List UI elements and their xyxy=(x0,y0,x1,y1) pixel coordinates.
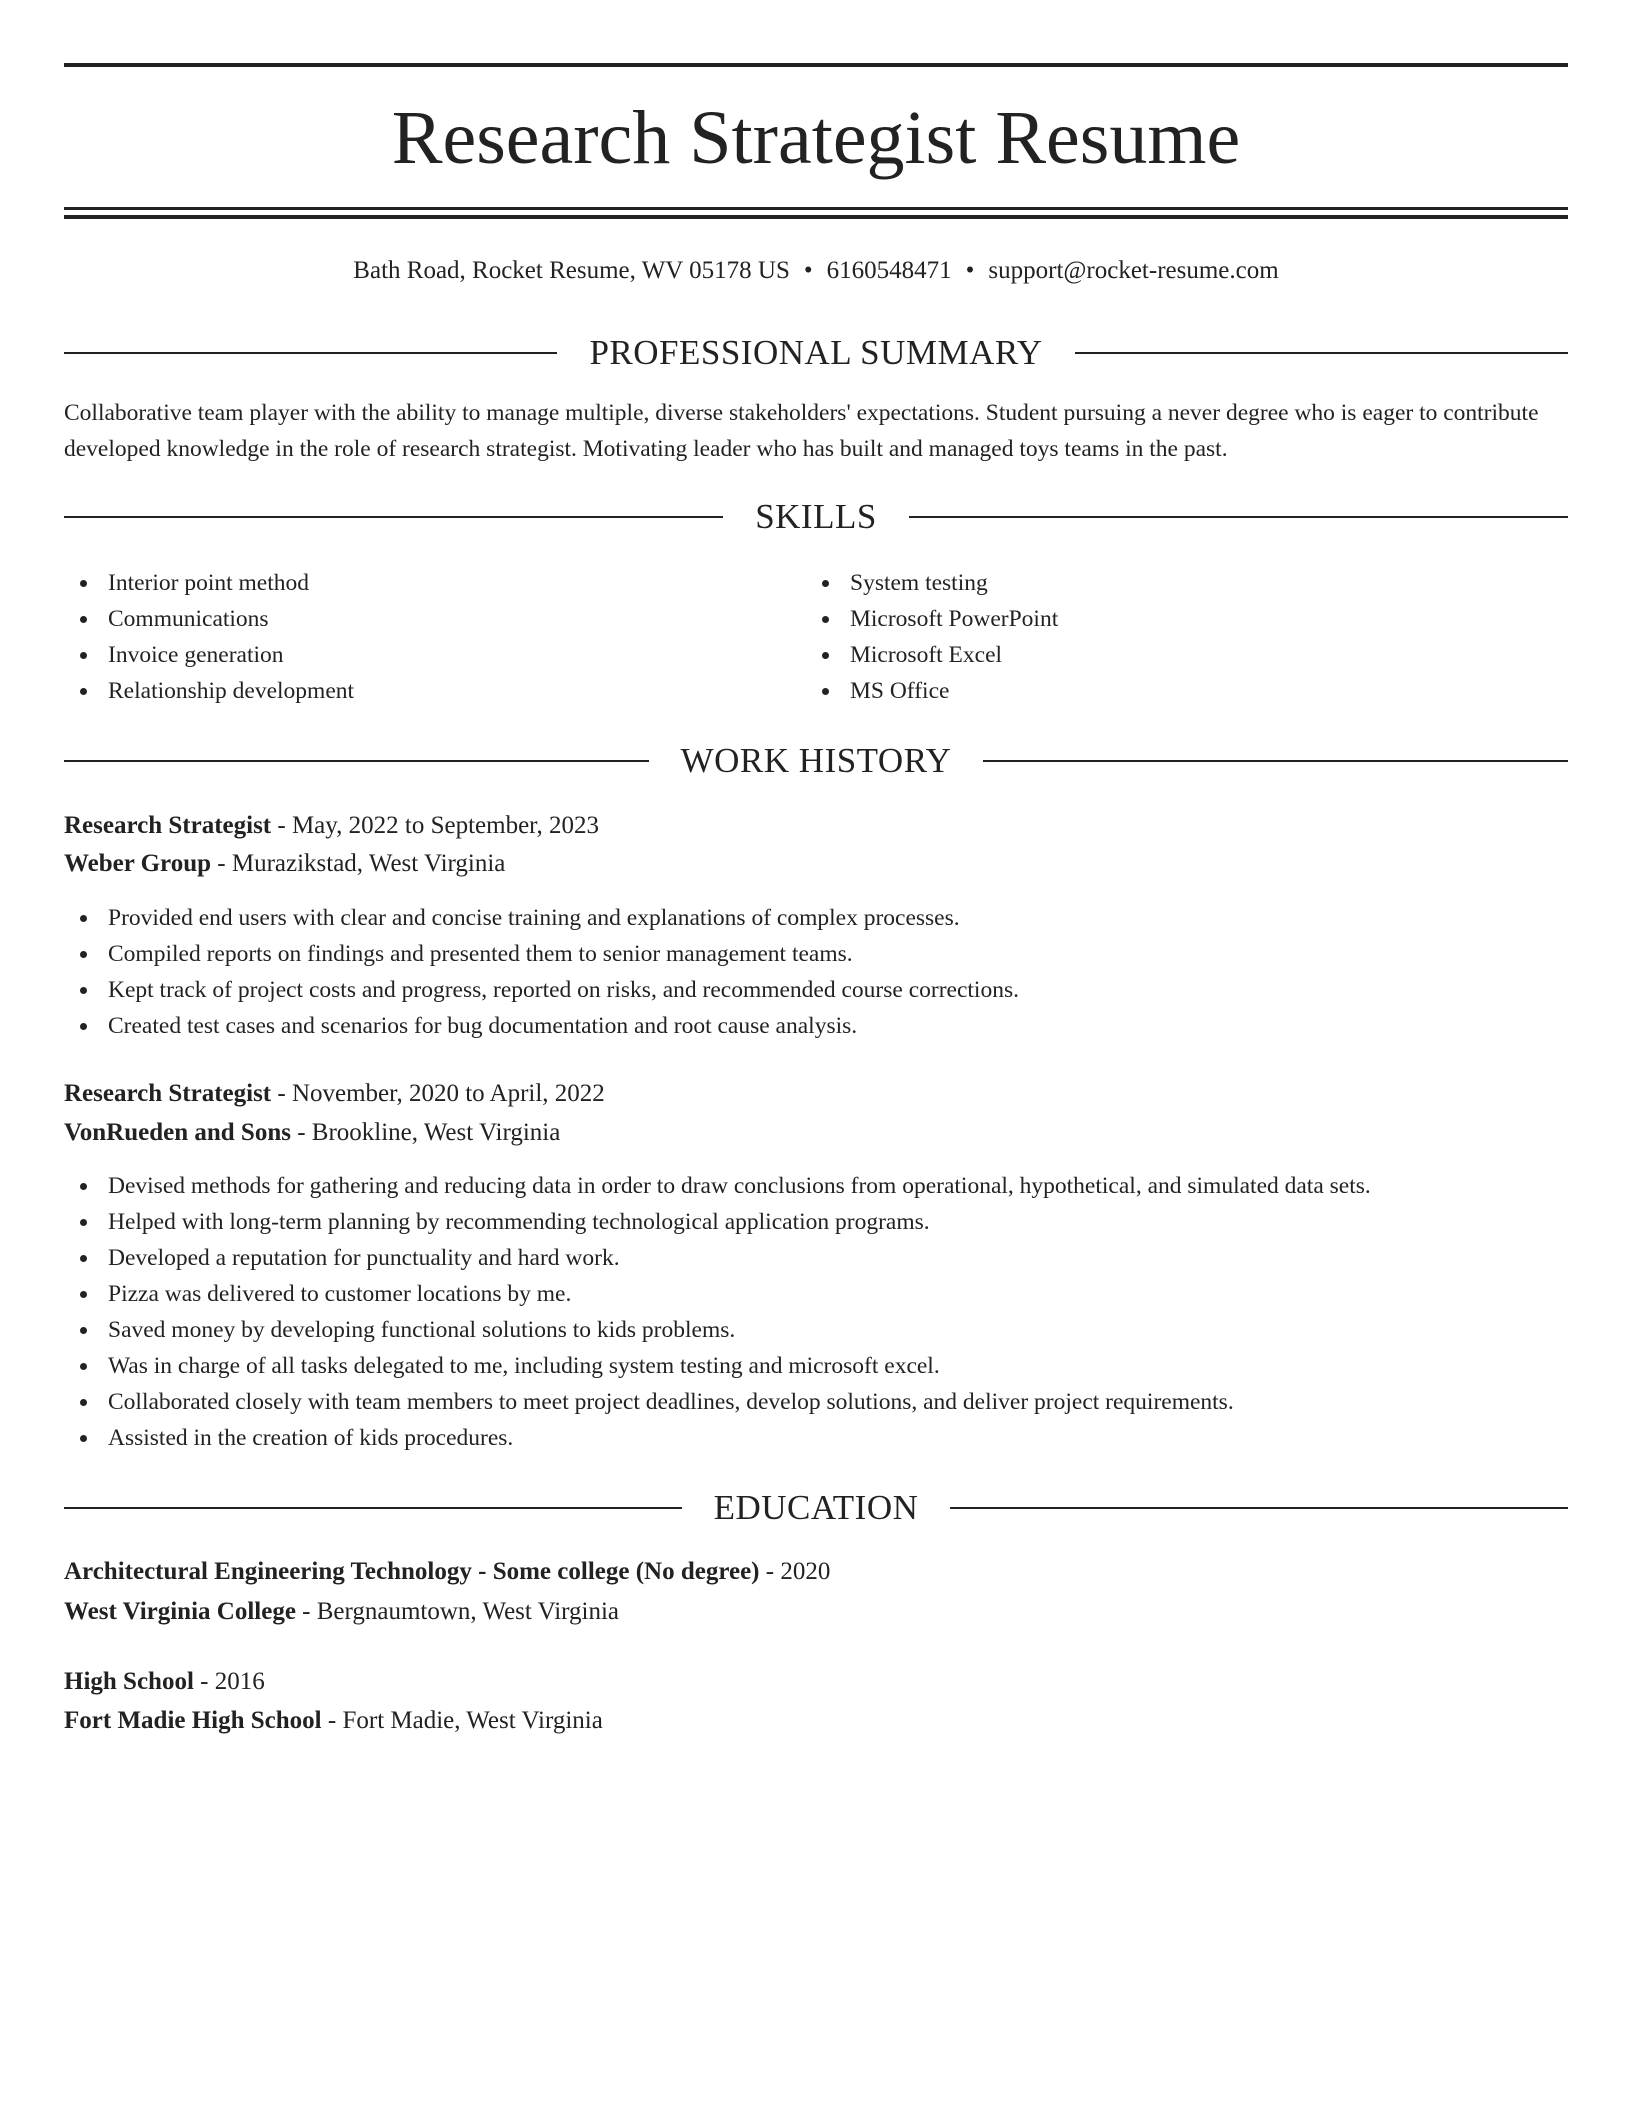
education-year: - 2016 xyxy=(193,1668,265,1695)
contact-line xyxy=(64,253,1568,289)
education-location: - Fort Madie, West Virginia xyxy=(321,1707,603,1734)
separator-dot: • xyxy=(803,257,813,284)
skills-heading xyxy=(64,497,1568,537)
section-title: EDUCATION xyxy=(713,1488,919,1527)
section-title: SKILLS xyxy=(755,497,877,536)
contact-email: support@rocket-resume.com xyxy=(988,257,1279,284)
section-title: PROFESSIONAL SUMMARY xyxy=(589,333,1043,372)
job-company: Weber Group xyxy=(64,850,212,877)
skills-list-right xyxy=(806,565,1058,709)
job-company: VonRueden and Sons xyxy=(64,1119,291,1146)
divider xyxy=(64,760,649,762)
skill-item: MS Office xyxy=(806,673,1058,709)
list-item: Collaborated closely with team members to meet project deadlines, develop solutions, and deliver project requirements. xyxy=(64,1384,1371,1420)
separator-dot: • xyxy=(965,257,975,284)
divider xyxy=(64,1507,682,1509)
title-rule-upper xyxy=(64,207,1568,210)
divider xyxy=(1075,352,1568,354)
education-degree: Architectural Engineering Technology - Some college (No degree) xyxy=(64,1558,760,1585)
list-item: Compiled reports on findings and presented them to senior management teams. xyxy=(64,936,1019,972)
skill-item: Communications xyxy=(64,601,354,637)
list-item: Helped with long-term planning by recommending technological application programs. xyxy=(64,1204,1371,1240)
divider xyxy=(64,352,557,354)
education-year: - 2020 xyxy=(759,1558,831,1585)
list-item: Created test cases and scenarios for bug documentation and root cause analysis. xyxy=(64,1008,1019,1044)
job-title: Research Strategist xyxy=(64,812,272,839)
job-title-line xyxy=(64,807,599,845)
skill-item: Interior point method xyxy=(64,565,354,601)
list-item: Pizza was delivered to customer locations by me. xyxy=(64,1276,1371,1312)
summary-text: Collaborative team player with the ability to manage multiple, diverse stakeholders' expectations. Student pursuing a never degree who is eager to contribute developed knowledge in the role of research strategist. Motivating leader who has built and managed toys teams in the past. xyxy=(64,400,1539,462)
page-title: Research Strategist Resume xyxy=(391,96,1241,180)
education-degree-line xyxy=(64,1553,830,1591)
education-school: West Virginia College xyxy=(64,1598,296,1625)
job-duties-list xyxy=(64,1168,1371,1456)
contact-phone: 6160548471 xyxy=(826,257,952,284)
job-title-line xyxy=(64,1075,605,1113)
top-rule xyxy=(64,63,1568,67)
job-location: - Brookline, West Virginia xyxy=(290,1119,561,1146)
job-dates: - May, 2022 to September, 2023 xyxy=(271,812,600,839)
education-degree: High School xyxy=(64,1668,194,1695)
divider xyxy=(983,760,1568,762)
job-location: - Murazikstad, West Virginia xyxy=(211,850,506,877)
education-school: Fort Madie High School xyxy=(64,1707,322,1734)
list-item: Devised methods for gathering and reducing data in order to draw conclusions from operational, hypothetical, and simulated data sets. xyxy=(64,1168,1371,1204)
skill-item: Invoice generation xyxy=(64,637,354,673)
divider xyxy=(909,516,1568,518)
skill-item: Relationship development xyxy=(64,673,354,709)
title-rule-lower xyxy=(64,215,1568,219)
job-company-line xyxy=(64,845,505,883)
job-duties-list xyxy=(64,900,1019,1044)
list-item: Assisted in the creation of kids procedures. xyxy=(64,1420,1371,1456)
divider xyxy=(950,1507,1568,1509)
summary-heading xyxy=(64,333,1568,373)
list-item: Provided end users with clear and concise training and explanations of complex processes. xyxy=(64,900,1019,936)
list-item: Was in charge of all tasks delegated to me, including system testing and microsoft excel. xyxy=(64,1348,1371,1384)
education-location: - Bergnaumtown, West Virginia xyxy=(295,1598,620,1625)
list-item: Kept track of project costs and progress, reported on risks, and recommended course corrections. xyxy=(64,972,1019,1008)
education-school-line xyxy=(64,1593,619,1631)
education-degree-line xyxy=(64,1663,265,1701)
job-company-line xyxy=(64,1114,560,1152)
section-title: WORK HISTORY xyxy=(680,741,952,780)
skills-list-left xyxy=(64,565,354,709)
divider xyxy=(64,516,723,518)
work-heading xyxy=(64,741,1568,781)
skill-item: Microsoft Excel xyxy=(806,637,1058,673)
skill-item: System testing xyxy=(806,565,1058,601)
education-school-line xyxy=(64,1702,603,1740)
education-heading xyxy=(64,1488,1568,1528)
list-item: Developed a reputation for punctuality and hard work. xyxy=(64,1240,1371,1276)
contact-address: Bath Road, Rocket Resume, WV 05178 US xyxy=(353,257,790,284)
job-dates: - November, 2020 to April, 2022 xyxy=(271,1080,605,1107)
skill-item: Microsoft PowerPoint xyxy=(806,601,1058,637)
job-title: Research Strategist xyxy=(64,1080,272,1107)
list-item: Saved money by developing functional solutions to kids problems. xyxy=(64,1312,1371,1348)
